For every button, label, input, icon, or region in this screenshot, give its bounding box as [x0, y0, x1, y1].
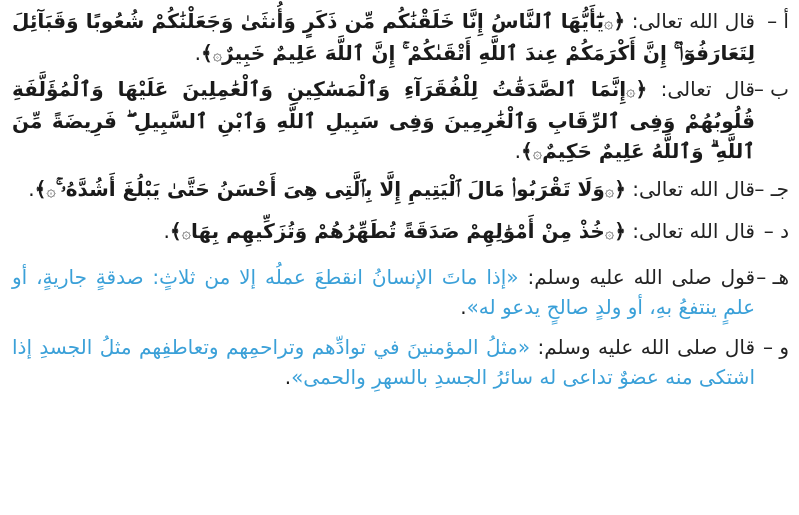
item-intro: قول صلى الله عليه وسلم: — [527, 265, 756, 289]
rosette-icon: ۞ — [604, 13, 614, 32]
open-brace-icon: ﴿ — [614, 219, 626, 243]
item-intro: قال تعالى: — [660, 77, 755, 101]
list-item-d — [12, 216, 789, 248]
item-intro: قال الله تعالى: — [632, 219, 755, 243]
item-marker: و – — [762, 335, 789, 359]
list-item-b — [12, 74, 789, 168]
item-content — [12, 174, 755, 206]
open-brace-icon: ﴿ — [635, 77, 648, 101]
item-intro: قال الله تعالى: — [632, 177, 755, 201]
quran-verse: وَلَا تَقْرَبُوا۟ مَالَ ٱلْيَتِيمِ إِلَّا بِٱلَّتِى هِىَ أَحْسَنُ حَتَّىٰ يَبْلُغَ أَشُدَّهُۥ ۚ — [55, 177, 605, 201]
rosette-icon: ۞ — [532, 143, 543, 162]
item-content — [12, 6, 755, 70]
item-intro: قال الله تعالى: — [631, 9, 755, 33]
list-item-f — [12, 332, 789, 392]
close-brace-icon: ﴾ — [169, 219, 182, 243]
end-mark: . — [28, 177, 35, 201]
end-mark: . — [460, 295, 467, 319]
quran-verse: إِنَّمَا ٱلصَّدَقَٰتُ لِلْفُقَرَآءِ وَٱلْمَسَٰكِينِ وَٱلْعَٰمِلِينَ عَلَيْهَا وَٱلْمُؤَلَّفَةِ قُلُوبُهُمْ وَفِى ٱلرِّقَابِ وَٱلْغَٰرِمِينَ وَفِى سَبِيلِ ٱللَّهِ وَٱبْنِ ٱلسَّبِيلِ ۖ فَرِيضَةً مِّنَ ٱللَّهِ ۗ وَٱللَّهُ عَلِيمٌ حَكِيمٌ — [12, 77, 755, 163]
rosette-icon: ۞ — [212, 45, 223, 64]
item-content — [12, 74, 755, 168]
item-intro: قال صلى الله عليه وسلم: — [537, 335, 756, 359]
item-content — [12, 332, 755, 392]
rosette-icon: ۞ — [46, 181, 56, 200]
list-item-c — [12, 174, 789, 206]
list-item-e — [12, 262, 789, 322]
item-marker: ب – — [753, 77, 789, 101]
open-brace-icon: ﴿ — [613, 9, 626, 33]
end-mark: . — [194, 41, 202, 65]
item-marker: د – — [763, 219, 789, 243]
item-marker: جـ – — [754, 177, 789, 201]
rosette-icon: ۞ — [626, 81, 636, 100]
end-mark: . — [514, 139, 521, 163]
item-content — [12, 216, 755, 248]
item-marker: أ – — [767, 9, 789, 33]
rosette-icon: ۞ — [604, 223, 615, 242]
open-brace-icon: ﴿ — [614, 177, 626, 201]
end-mark: . — [284, 365, 292, 389]
quran-verse: خُذْ مِنْ أَمْوَٰلِهِمْ صَدَقَةً تُطَهِّرُهُمْ وَتُزَكِّيهِم بِهَا — [190, 219, 605, 243]
close-brace-icon: ﴾ — [520, 139, 533, 163]
item-marker: هـ – — [756, 265, 789, 289]
hadith-text: «إذا ماتَ الإنسانُ انقطعَ عملُه إلا من ثلاثٍ: صدقةٍ جاريةٍ، أو علمٍ ينتفعُ بهِ، أو ولدٍ صالحٍ يدعو له» — [12, 265, 755, 319]
rosette-icon: ۞ — [181, 223, 191, 242]
item-content — [12, 262, 755, 322]
close-brace-icon: ﴾ — [201, 41, 213, 65]
quran-verse: يَٰٓأَيُّهَا ٱلنَّاسُ إِنَّا خَلَقْنَٰكُم مِّن ذَكَرٍ وَأُنثَىٰ وَجَعَلْنَٰكُمْ شُعُوبًا وَقَبَآئِلَ لِتَعَارَفُوٓا۟ ۚ إِنَّ أَكْرَمَكُمْ عِندَ ٱللَّهِ أَتْقَىٰكُمْ ۚ إِنَّ ٱللَّهَ عَلِيمٌ خَبِيرٌ — [12, 9, 755, 65]
rosette-icon: ۞ — [604, 181, 615, 200]
list-item-a — [12, 6, 789, 70]
end-mark: . — [163, 219, 170, 243]
close-brace-icon: ﴾ — [34, 177, 47, 201]
hadith-text: «مثلُ المؤمنينَ في توادِّهم وتراحمِهم وتعاطفِهم مثلُ الجسدِ إذا اشتكى منه عضوٌ تداعى له سائرُ الجسدِ بالسهرِ والحمى» — [12, 335, 755, 389]
